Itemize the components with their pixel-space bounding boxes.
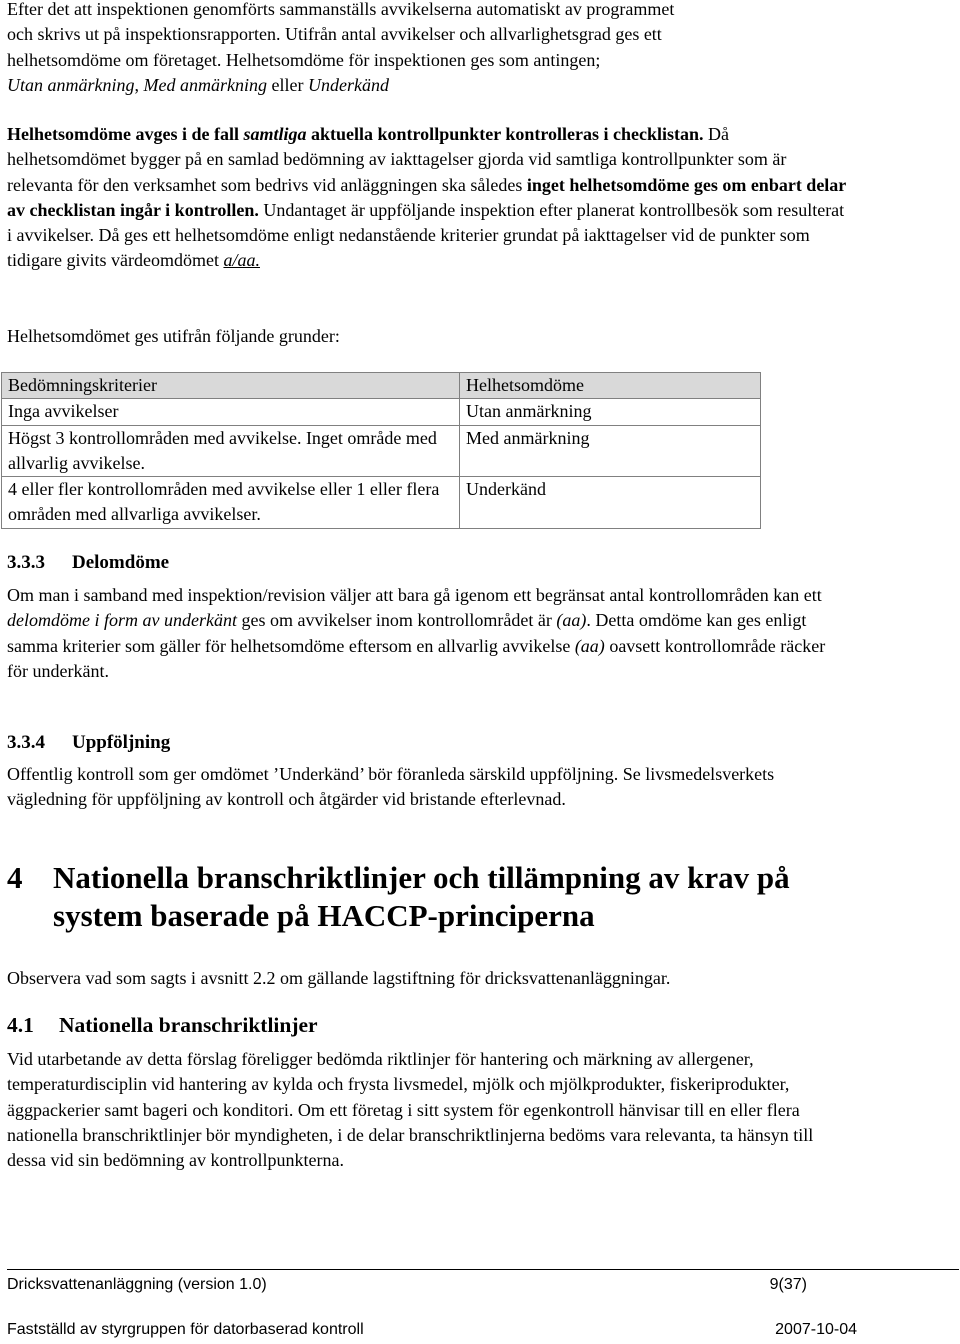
table-row xyxy=(2,399,761,425)
intro-paragraph xyxy=(7,0,847,98)
section-number: 4.1 xyxy=(7,1013,34,1037)
footer-approved-by: Fastställd av styrgruppen för datorbaserad kontroll xyxy=(7,1321,364,1338)
normal-text: Undantaget är uppföljande inspektion efter planerat kontrollbesök som resulterat i avvikelser. Då ges ett helhetsomdöme enligt nedanstående kriterier grundat på iakttagelser vid de punkter som tidigare givits värdeomdömet xyxy=(7,199,845,271)
section-heading-334 xyxy=(7,732,170,754)
intro-line: helhetsomdöme om företaget. Helhetsomdöme för inspektionen ges som antingen; xyxy=(7,49,601,70)
section-number: 3.3.3 xyxy=(7,552,45,573)
table-row xyxy=(2,477,761,529)
bold-italic-text: samtliga xyxy=(243,124,307,144)
bold-text: aktuella kontrollpunkter kontrolleras i checklistan. xyxy=(306,124,704,144)
normal-text: Då helhetsomdömet bygger på en samlad bedömning av iakttagelser gjorda vid samtliga kontrollpunkter som är relevanta för den verksamhet som bedrivs vid anläggningen ska således xyxy=(7,124,787,195)
normal-text: . Detta omdöme kan ges enligt samma kriterier som gäller för helhetsomdöme eftersom en allvarlig avvikelse xyxy=(7,610,807,656)
table-header: Bedömningskriterier xyxy=(2,373,460,399)
table-cell: Med anmärkning xyxy=(460,425,761,477)
section-heading-333 xyxy=(7,552,169,574)
chapter-title-line: Nationella branschriktlinjer och tillämpning av krav på xyxy=(53,860,790,895)
footer-doc-title: Dricksvattenanläggning (version 1.0) xyxy=(7,1276,267,1293)
section-title: Delomdöme xyxy=(72,552,170,573)
option-utan: Utan anmärkning xyxy=(7,74,135,95)
section-41-paragraph xyxy=(7,1047,847,1173)
bold-text: Helhetsomdöme avges i de fall xyxy=(7,124,244,144)
table-cell: Underkänd xyxy=(460,477,761,529)
bold-text: inget helhetsomdöme ges om enbart delar av checklistan ingår i kontrollen. xyxy=(7,174,846,220)
intro-line: Efter det att inspektionen genomförts sammanställs avvikelserna automatiskt av programmet xyxy=(7,0,675,19)
intro-options-line xyxy=(7,73,847,98)
chapter-title-line: system baserade på HACCP-principerna xyxy=(53,898,595,933)
footer-bottom-row xyxy=(7,1321,857,1339)
normal-text: Om man i samband med inspektion/revision väljer att bara gå igenom ett begränsat antal kontrollområden kan ett xyxy=(7,585,822,605)
option-med: Med anmärkning xyxy=(143,74,267,95)
italic-text: a/aa. xyxy=(223,250,260,271)
section-title: Uppföljning xyxy=(72,732,171,753)
section-333-paragraph xyxy=(7,583,847,684)
table-header-row xyxy=(2,373,761,399)
section-number: 3.3.4 xyxy=(7,732,45,753)
section-41-text: Vid utarbetande av detta förslag föreligger bedömda riktlinjer för hantering och märkning av allergener, temperaturdisciplin vid hantering av kylda och frysta livsmedel, mjölk och mjölkprodukter, fiskeriprodukter, äggpackerier samt bageri och konditori. Om ett företag i sitt system för egenkontroll hänvisar till en eller flera nationella branschriktlinjer bör myndigheten, i de delar branschriktlinjerna bedöms vara relevanta, ta hänsyn till dessa vid sin bedömning av kontrollpunkterna. xyxy=(7,1049,814,1171)
chapter-heading-4 xyxy=(7,859,907,935)
grounds-intro-text: Helhetsomdömet ges utifrån följande grunder: xyxy=(7,326,340,346)
chapter-4-paragraph xyxy=(7,966,847,991)
helhetsomdome-paragraph xyxy=(7,122,847,274)
normal-text: oavsett kontrollområde räcker för underkänt. xyxy=(7,635,826,681)
table-row xyxy=(2,425,761,477)
italic-text: delomdöme i form av underkänt xyxy=(7,610,237,631)
sep: , xyxy=(134,74,144,95)
footer-top-row xyxy=(7,1276,857,1294)
normal-text: ges om avvikelser inom kontrollområdet är xyxy=(236,610,557,631)
table-cell: Högst 3 kontrollområden med avvikelse. Inget område med allvarlig avvikelse. xyxy=(2,425,460,477)
option-underkand: Underkänd xyxy=(307,74,389,95)
section-334-text: Offentlig kontroll som ger omdömet ’Underkänd’ bör föranleda särskild uppföljning. Se livsmedelsverkets vägledning för uppföljning av kontroll och åtgärder vid bristande efterlevnad. xyxy=(7,764,775,810)
intro-line: och skrivs ut på inspektionsrapporten. Utifrån antal avvikelser och allvarlighetsgrad ges ett xyxy=(7,24,662,45)
table-cell: Utan anmärkning xyxy=(460,399,761,425)
italic-text: (aa) xyxy=(556,610,587,631)
chapter-4-text: Observera vad som sagts i avsnitt 2.2 om gällande lagstiftning för dricksvattenanläggningar. xyxy=(7,968,671,988)
grounds-intro xyxy=(7,324,847,349)
table-header: Helhetsomdöme xyxy=(460,373,761,399)
footer-divider xyxy=(7,1269,959,1270)
section-334-paragraph xyxy=(7,762,847,813)
chapter-number: 4 xyxy=(7,860,23,895)
table-cell: Inga avvikelser xyxy=(2,399,460,425)
section-heading-41 xyxy=(7,1013,318,1038)
section-title: Nationella branschriktlinjer xyxy=(59,1013,318,1037)
italic-text: (aa) xyxy=(574,635,605,656)
footer-date: 2007-10-04 xyxy=(775,1321,857,1338)
table-cell: 4 eller fler kontrollområden med avvikelse eller 1 eller flera områden med allvarliga avvikelser. xyxy=(2,477,460,529)
criteria-table xyxy=(1,372,761,529)
sep: eller xyxy=(266,74,308,95)
footer-page-number: 9(37) xyxy=(769,1276,807,1293)
